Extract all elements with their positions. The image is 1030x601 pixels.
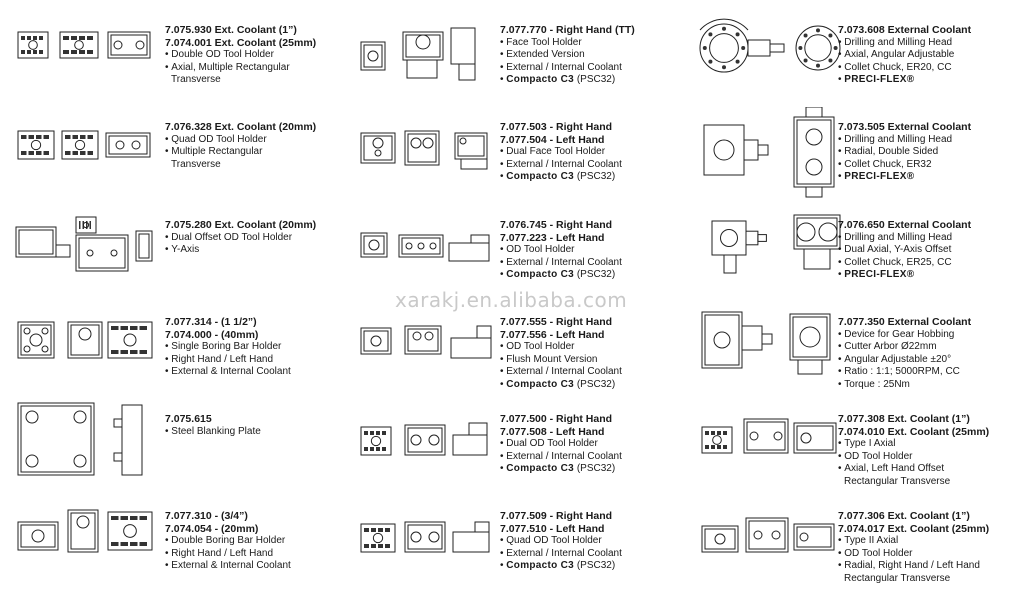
- brand-name: Compacto C3: [506, 74, 575, 86]
- product-variant-note: - Left Hand: [549, 133, 605, 146]
- product-description: [165, 510, 341, 573]
- product-number: 7.074.017: [838, 522, 885, 535]
- product-variant-note: - Right Hand: [549, 413, 613, 425]
- feature-item: • Y-Axis: [165, 244, 341, 257]
- technical-drawing-image: [8, 302, 158, 398]
- feature-list: [500, 535, 676, 573]
- product-variant-note: - (1 1/2”): [214, 316, 257, 328]
- brand-suffix: (PSC32): [576, 171, 616, 183]
- product-description: [500, 24, 676, 87]
- feature-list: [500, 37, 676, 87]
- feature-list: [838, 232, 1014, 282]
- feature-item: • Single Boring Bar Holder: [165, 341, 341, 354]
- catalog-column-2: [343, 0, 686, 601]
- technical-drawing-image: [351, 107, 501, 203]
- brand-name: PRECI-FLEX®: [844, 74, 915, 86]
- feature-item: • External & Internal Coolant: [165, 366, 341, 379]
- product-drawing: [351, 399, 501, 495]
- product-number-line: [500, 316, 676, 329]
- product-drawing: [694, 205, 844, 301]
- product-number-line: [165, 24, 341, 37]
- brand-suffix: (PSC32): [576, 378, 616, 390]
- product-description: [500, 413, 676, 476]
- feature-item: • Axial, Multiple Rectangular: [165, 62, 341, 75]
- product-number-line: [838, 219, 1014, 232]
- technical-drawing-image: [694, 302, 844, 398]
- product-number-line: [500, 426, 676, 439]
- feature-item: • Torque : 25Nm: [838, 379, 1014, 392]
- product-number: 7.075.615: [165, 413, 212, 425]
- brand-line: [500, 463, 676, 476]
- product-variant-note: - (3/4”): [214, 510, 248, 522]
- feature-item-continuation: Rectangular Transverse: [844, 572, 951, 584]
- feature-item-continuation: Rectangular Transverse: [844, 475, 951, 487]
- feature-list: [165, 426, 341, 439]
- product-number-line: [165, 37, 341, 50]
- product-number-line: [500, 24, 676, 37]
- brand-name: Compacto C3: [506, 560, 575, 572]
- product-description: [165, 219, 341, 257]
- product-number-line: [500, 510, 676, 523]
- feature-item: • Axial, Left Hand Offset: [838, 463, 1014, 476]
- feature-item: • Cutter Arbor Ø22mm: [838, 341, 1014, 354]
- product-number: 7.077.556: [500, 328, 547, 341]
- feature-item: • Drilling and Milling Head: [838, 134, 1014, 147]
- product-entry: [0, 302, 343, 398]
- product-description: [500, 316, 676, 392]
- brand-name: Compacto C3: [506, 269, 575, 281]
- feature-item: • Collet Chuck, ER20, CC: [838, 62, 1014, 75]
- product-number-line: [838, 426, 1014, 439]
- product-variant-note: Ext. Coolant (20mm): [214, 219, 317, 231]
- feature-item: • External / Internal Coolant: [500, 548, 676, 561]
- product-entry: [0, 496, 343, 592]
- product-description: [838, 121, 1014, 184]
- product-number: 7.076.328: [165, 121, 212, 133]
- product-number: 7.077.350: [838, 316, 885, 328]
- brand-suffix: (PSC32): [576, 463, 616, 475]
- product-number: 7.077.500: [500, 413, 547, 425]
- product-number: 7.077.223: [500, 231, 547, 244]
- feature-list: [165, 49, 341, 87]
- brand-line: [500, 560, 676, 573]
- product-entry: [343, 107, 686, 203]
- product-variant-note: Ext. Coolant (25mm): [887, 522, 990, 535]
- product-variant-note: - Right Hand: [549, 219, 613, 231]
- feature-list: [838, 438, 1014, 488]
- technical-drawing-image: [694, 399, 844, 495]
- product-number: 7.073.608: [838, 24, 885, 36]
- technical-drawing-image: [8, 496, 158, 592]
- product-description: [500, 219, 676, 282]
- product-variant-note: External Coolant: [887, 121, 972, 133]
- product-entry: [686, 399, 1029, 495]
- brand-name: Compacto C3: [506, 378, 575, 390]
- feature-item: • Steel Blanking Plate: [165, 426, 341, 439]
- technical-drawing-image: [351, 496, 501, 592]
- product-description: [838, 413, 1014, 489]
- product-number-line: [165, 523, 341, 536]
- feature-list: [838, 134, 1014, 184]
- feature-item: • Extended Version: [500, 49, 676, 62]
- brand-name: PRECI-FLEX®: [844, 269, 915, 281]
- product-number-line: [500, 134, 676, 147]
- product-entry: [686, 302, 1029, 398]
- feature-item: • Type II Axial: [838, 535, 1014, 548]
- product-variant-note: - Right Hand: [549, 121, 613, 133]
- feature-list: [500, 146, 676, 184]
- feature-item-continuation: Transverse: [171, 158, 221, 170]
- product-number: 7.077.555: [500, 316, 547, 328]
- feature-item: • External / Internal Coolant: [500, 62, 676, 75]
- feature-item: • Double Boring Bar Holder: [165, 535, 341, 548]
- product-description: [165, 316, 341, 379]
- product-number: 7.077.510: [500, 522, 547, 535]
- product-drawing: [694, 302, 844, 398]
- product-number-line: [500, 219, 676, 232]
- product-number: 7.077.508: [500, 425, 547, 438]
- feature-item: • OD Tool Holder: [500, 244, 676, 257]
- product-drawing: [8, 302, 158, 398]
- feature-list: [838, 329, 1014, 392]
- product-number-line: [165, 329, 341, 342]
- product-variant-note: Ext. Coolant (20mm): [214, 121, 317, 133]
- feature-item: • External / Internal Coolant: [500, 257, 676, 270]
- feature-item: • Collet Chuck, ER25, CC: [838, 257, 1014, 270]
- feature-item: • Flush Mount Version: [500, 354, 676, 367]
- product-number-line: [500, 329, 676, 342]
- product-number: 7.075.930: [165, 24, 212, 36]
- product-drawing: [8, 496, 158, 592]
- feature-item: • Type I Axial: [838, 438, 1014, 451]
- feature-item: • External / Internal Coolant: [500, 451, 676, 464]
- product-entry: [0, 10, 343, 106]
- product-variant-note: Ext. Coolant (1”): [887, 413, 970, 425]
- product-number: 7.077.306: [838, 510, 885, 522]
- feature-item: • Quad OD Tool Holder: [165, 134, 341, 147]
- product-drawing: [8, 399, 158, 495]
- feature-item: • Quad OD Tool Holder: [500, 535, 676, 548]
- feature-list: [165, 341, 341, 379]
- product-entry: [0, 205, 343, 301]
- feature-item: • External / Internal Coolant: [500, 366, 676, 379]
- feature-item: • Collet Chuck, ER32: [838, 159, 1014, 172]
- product-number-line: [165, 316, 341, 329]
- product-variant-note: - Right Hand: [549, 510, 613, 522]
- brand-name: Compacto C3: [506, 463, 575, 475]
- product-variant-note: - Left Hand: [549, 231, 605, 244]
- product-variant-note: - Left Hand: [549, 522, 605, 535]
- feature-item: • Radial, Right Hand / Left Hand: [838, 560, 1014, 573]
- feature-list: [500, 438, 676, 476]
- brand-line: [500, 171, 676, 184]
- product-variant-note: External Coolant: [887, 24, 972, 36]
- brand-line: [838, 74, 1014, 87]
- product-drawing: [8, 10, 158, 106]
- product-description: [500, 121, 676, 184]
- product-number-line: [500, 523, 676, 536]
- product-number-line: [500, 121, 676, 134]
- technical-drawing-image: [351, 302, 501, 398]
- technical-drawing-image: [8, 107, 158, 203]
- product-number: 7.076.745: [500, 219, 547, 231]
- product-drawing: [351, 302, 501, 398]
- technical-drawing-image: [351, 205, 501, 301]
- product-drawing: [351, 496, 501, 592]
- brand-line: [500, 379, 676, 392]
- product-variant-note: - (40mm): [214, 328, 259, 341]
- feature-item: • Drilling and Milling Head: [838, 37, 1014, 50]
- product-description: [500, 510, 676, 573]
- technical-drawing-image: [694, 107, 844, 203]
- product-number-line: [165, 121, 341, 134]
- product-number: 7.077.314: [165, 316, 212, 328]
- technical-drawing-image: [351, 399, 501, 495]
- catalog-column-1: [0, 0, 343, 601]
- technical-drawing-image: [8, 399, 158, 495]
- feature-item-continuation: Transverse: [171, 74, 221, 86]
- product-drawing: [351, 10, 501, 106]
- product-number-line: [165, 219, 341, 232]
- product-entry: [343, 205, 686, 301]
- brand-line: [500, 269, 676, 282]
- feature-item: • Ratio : 1:1; 5000RPM, CC: [838, 366, 1014, 379]
- product-description: [838, 316, 1014, 392]
- brand-suffix: (PSC32): [576, 560, 616, 572]
- product-number: 7.077.509: [500, 510, 547, 522]
- product-variant-note: Ext. Coolant (1”): [214, 24, 297, 36]
- product-number: 7.075.280: [165, 219, 212, 231]
- product-drawing: [8, 205, 158, 301]
- product-number-line: [838, 413, 1014, 426]
- product-description: [165, 121, 341, 171]
- product-entry: [686, 10, 1029, 106]
- product-description: [165, 24, 341, 87]
- feature-item: • Dual Offset OD Tool Holder: [165, 232, 341, 245]
- product-entry: [343, 496, 686, 592]
- feature-list: [500, 244, 676, 282]
- brand-name: PRECI-FLEX®: [844, 171, 915, 183]
- feature-item: • Radial, Double Sided: [838, 146, 1014, 159]
- product-number-line: [838, 523, 1014, 536]
- brand-name: Compacto C3: [506, 171, 575, 183]
- feature-item: • Right Hand / Left Hand: [165, 548, 341, 561]
- brand-line: [838, 269, 1014, 282]
- technical-drawing-image: [694, 10, 844, 106]
- brand-line: [838, 171, 1014, 184]
- product-variant-note: - (20mm): [214, 522, 259, 535]
- product-variant-note: Ext. Coolant (25mm): [887, 425, 990, 438]
- product-variant-note: - Right Hand (TT): [549, 24, 635, 36]
- catalog-column-3: [686, 0, 1029, 601]
- product-number: 7.076.650: [838, 219, 885, 231]
- feature-list: [165, 535, 341, 573]
- watermark: xarakj.en.alibaba.com: [395, 288, 628, 312]
- product-number-line: [165, 510, 341, 523]
- product-number: 7.077.310: [165, 510, 212, 522]
- product-drawing: [694, 107, 844, 203]
- feature-item: • Device for Gear Hobbing: [838, 329, 1014, 342]
- product-number-line: [838, 510, 1014, 523]
- technical-drawing-image: [694, 496, 844, 592]
- product-number: 7.077.503: [500, 121, 547, 133]
- product-entry: [686, 496, 1029, 592]
- feature-item: • Multiple Rectangular: [165, 146, 341, 159]
- product-drawing: [351, 107, 501, 203]
- product-number: 7.077.504: [500, 133, 547, 146]
- product-drawing: [694, 10, 844, 106]
- product-variant-note: Ext. Coolant (1”): [887, 510, 970, 522]
- product-number: 7.074.010: [838, 425, 885, 438]
- product-description: [165, 413, 341, 438]
- feature-item: • OD Tool Holder: [500, 341, 676, 354]
- product-variant-note: Ext. Coolant (25mm): [214, 36, 317, 49]
- product-variant-note: External Coolant: [887, 219, 972, 231]
- feature-item: • OD Tool Holder: [838, 548, 1014, 561]
- product-variant-note: - Right Hand: [549, 316, 613, 328]
- product-drawing: [351, 205, 501, 301]
- product-drawing: [694, 399, 844, 495]
- feature-list: [500, 341, 676, 391]
- product-number: 7.073.505: [838, 121, 885, 133]
- product-number-line: [500, 413, 676, 426]
- product-entry: [343, 399, 686, 495]
- technical-drawing-image: [694, 205, 844, 301]
- feature-item: • Angular Adjustable ±20°: [838, 354, 1014, 367]
- feature-item: • Double OD Tool Holder: [165, 49, 341, 62]
- product-description: [838, 24, 1014, 87]
- product-variant-note: External Coolant: [887, 316, 972, 328]
- product-number: 7.074.000: [165, 328, 212, 341]
- feature-item: • External / Internal Coolant: [500, 159, 676, 172]
- feature-list: [165, 232, 341, 257]
- feature-item: • Axial, Angular Adjustable: [838, 49, 1014, 62]
- product-number: 7.077.308: [838, 413, 885, 425]
- feature-item: • Drilling and Milling Head: [838, 232, 1014, 245]
- product-drawing: [694, 496, 844, 592]
- feature-item: • OD Tool Holder: [838, 451, 1014, 464]
- product-entry: [343, 10, 686, 106]
- product-entry: [686, 107, 1029, 203]
- product-number: 7.074.001: [165, 36, 212, 49]
- feature-item: • Dual Face Tool Holder: [500, 146, 676, 159]
- feature-item: • External & Internal Coolant: [165, 560, 341, 573]
- brand-suffix: (PSC32): [576, 269, 616, 281]
- product-entry: [343, 302, 686, 398]
- product-number: 7.074.054: [165, 522, 212, 535]
- product-number-line: [838, 121, 1014, 134]
- product-entry: [0, 107, 343, 203]
- product-number-line: [165, 413, 341, 426]
- product-entry: [0, 399, 343, 495]
- feature-item: • Dual OD Tool Holder: [500, 438, 676, 451]
- feature-list: [838, 37, 1014, 87]
- product-entry: [686, 205, 1029, 301]
- product-number-line: [838, 24, 1014, 37]
- brand-line: [500, 74, 676, 87]
- feature-item: • Face Tool Holder: [500, 37, 676, 50]
- product-drawing: [8, 107, 158, 203]
- technical-drawing-image: [8, 10, 158, 106]
- product-number-line: [838, 316, 1014, 329]
- product-variant-note: - Left Hand: [549, 328, 605, 341]
- product-description: [838, 510, 1014, 586]
- product-variant-note: - Left Hand: [549, 425, 605, 438]
- brand-suffix: (PSC32): [576, 74, 616, 86]
- product-description: [838, 219, 1014, 282]
- feature-item: • Dual Axial, Y-Axis Offset: [838, 244, 1014, 257]
- technical-drawing-image: [351, 10, 501, 106]
- feature-list: [165, 134, 341, 172]
- product-number: 7.077.770: [500, 24, 547, 36]
- technical-drawing-image: [8, 205, 158, 301]
- feature-item: • Right Hand / Left Hand: [165, 354, 341, 367]
- product-number-line: [500, 232, 676, 245]
- feature-list: [838, 535, 1014, 585]
